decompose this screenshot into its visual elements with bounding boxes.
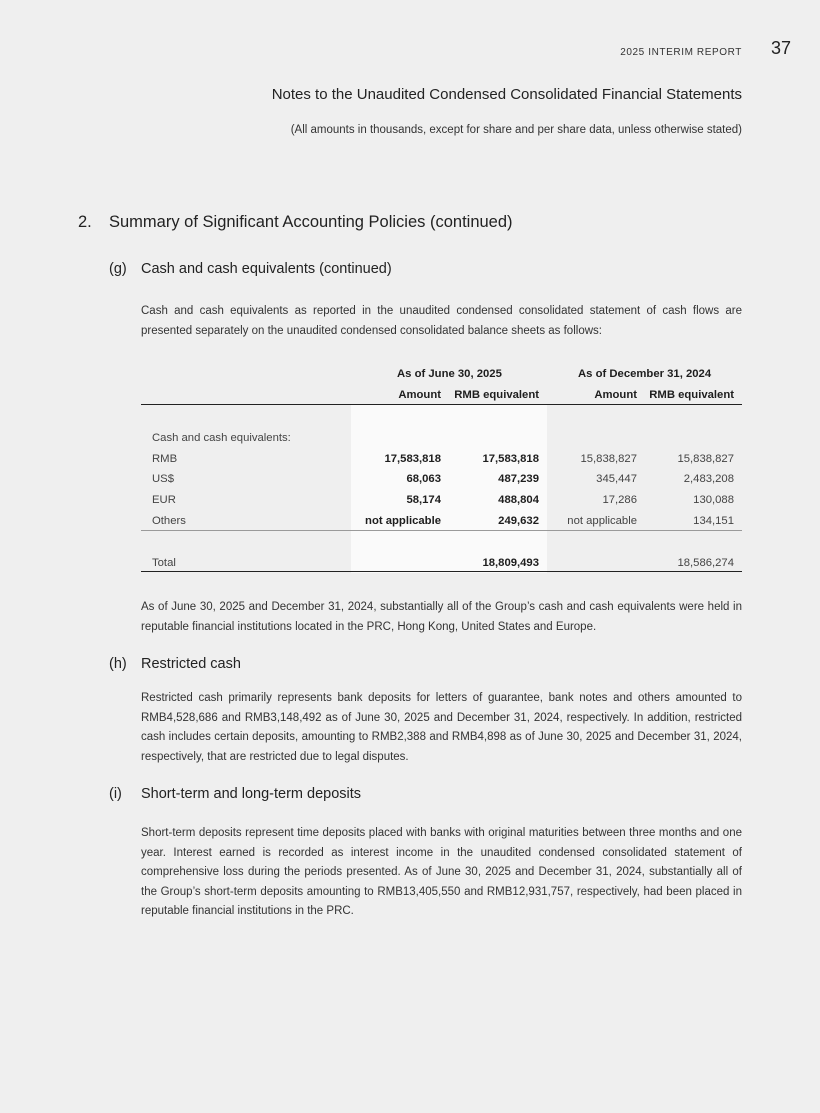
table-row-label: EUR — [152, 494, 176, 506]
table-period-2: As of December 31, 2024 — [578, 368, 712, 380]
table-col-rmb-1: RMB equivalent — [454, 389, 539, 401]
table-cell: 68,063 — [406, 473, 441, 485]
table-total-label: Total — [152, 557, 176, 569]
table-row-label: US$ — [152, 473, 174, 485]
subsection-h-title: Restricted cash — [141, 656, 241, 672]
table-col-rmb-2: RMB equivalent — [649, 389, 734, 401]
table-cell: 15,838,827 — [580, 453, 637, 465]
report-name: 2025 INTERIM REPORT — [620, 47, 742, 58]
table-total-prior: 18,586,274 — [677, 557, 734, 569]
table-cell: 17,583,818 — [482, 453, 539, 465]
subsection-g-intro: Cash and cash equivalents as reported in the unaudited condensed consolidated statement of cash flows are presented separately on the unaudited condensed consolidated balance sheets as follows: — [141, 305, 742, 337]
table-cell: not applicable — [365, 515, 441, 527]
table-group-label: Cash and cash equivalents: — [152, 432, 291, 444]
table-row-label: RMB — [152, 453, 178, 465]
table-shade-current — [351, 405, 547, 573]
table-cell: 58,174 — [406, 494, 441, 506]
table-cell: 249,632 — [498, 515, 539, 527]
table-col-amount-1: Amount — [398, 389, 441, 401]
cash-equivalents-table — [141, 360, 742, 576]
table-cell: not applicable — [567, 515, 637, 527]
table-cell: 2,483,208 — [683, 473, 734, 485]
table-cell: 17,286 — [602, 494, 637, 506]
table-total-rule — [141, 571, 742, 572]
subsection-i-title: Short-term and long-term deposits — [141, 786, 362, 802]
table-cell: 488,804 — [498, 494, 539, 506]
table-cell: 134,151 — [693, 515, 734, 527]
table-period-1: As of June 30, 2025 — [397, 368, 502, 380]
subsection-h-text: Restricted cash primarily represents bank deposits for letters of guarantee, bank notes and others amounted to RMB4,528,686 and RMB3,148,492 as of June 30, 2025 and December 31, 2024, respectively. In addition, restricted cash includes certain deposits, amounting to RMB2,388 and RMB4,898 as of June 30, 2025 and December 31, 2024, respectively, that are restricted due to legal disputes. — [141, 692, 742, 763]
table-cell: 17,583,818 — [384, 453, 441, 465]
page-number: 37 — [770, 38, 791, 58]
subsection-i-text: Short-term deposits represent time deposits placed with banks with original maturities between three months and one year. Interest earned is recorded as interest income in the unaudited condensed consolidated statement of comprehensive loss during the periods presented. As of June 30, 2025 and December 31, 2024, substantially all of the Group’s short-term deposits amounting to RMB13,405,550 and RMB12,931,757, respectively, had been placed in reputable financial institutions in the PRC. — [141, 827, 742, 918]
table-cell: 130,088 — [693, 494, 734, 506]
subsection-i-mark: (i) — [109, 786, 122, 802]
subsection-g-title: Cash and cash equivalents (continued) — [141, 261, 392, 277]
section-number: 2. — [78, 213, 92, 231]
subsection-h-mark: (h) — [109, 656, 127, 672]
subsection-g-after: As of June 30, 2025 and December 31, 2024, substantially all of the Group’s cash and cash equivalents were held in reputable financial institutions located in the PRC, Hong Kong, United States and Europe. — [141, 601, 742, 633]
table-cell: 15,838,827 — [677, 453, 734, 465]
page-title: Notes to the Unaudited Condensed Consolidated Financial Statements — [271, 86, 742, 103]
table-cell: 345,447 — [596, 473, 637, 485]
table-row-label: Others — [152, 515, 186, 527]
table-col-amount-2: Amount — [594, 389, 637, 401]
table-header-rule — [141, 404, 742, 405]
section-title: Summary of Significant Accounting Policies (continued) — [109, 213, 513, 231]
subsection-g-mark: (g) — [109, 261, 127, 277]
table-subtotal-rule — [141, 530, 742, 531]
page-subtitle: (All amounts in thousands, except for share and per share data, unless otherwise stated) — [290, 124, 742, 136]
table-total-current: 18,809,493 — [482, 557, 539, 569]
table-cell: 487,239 — [498, 473, 539, 485]
